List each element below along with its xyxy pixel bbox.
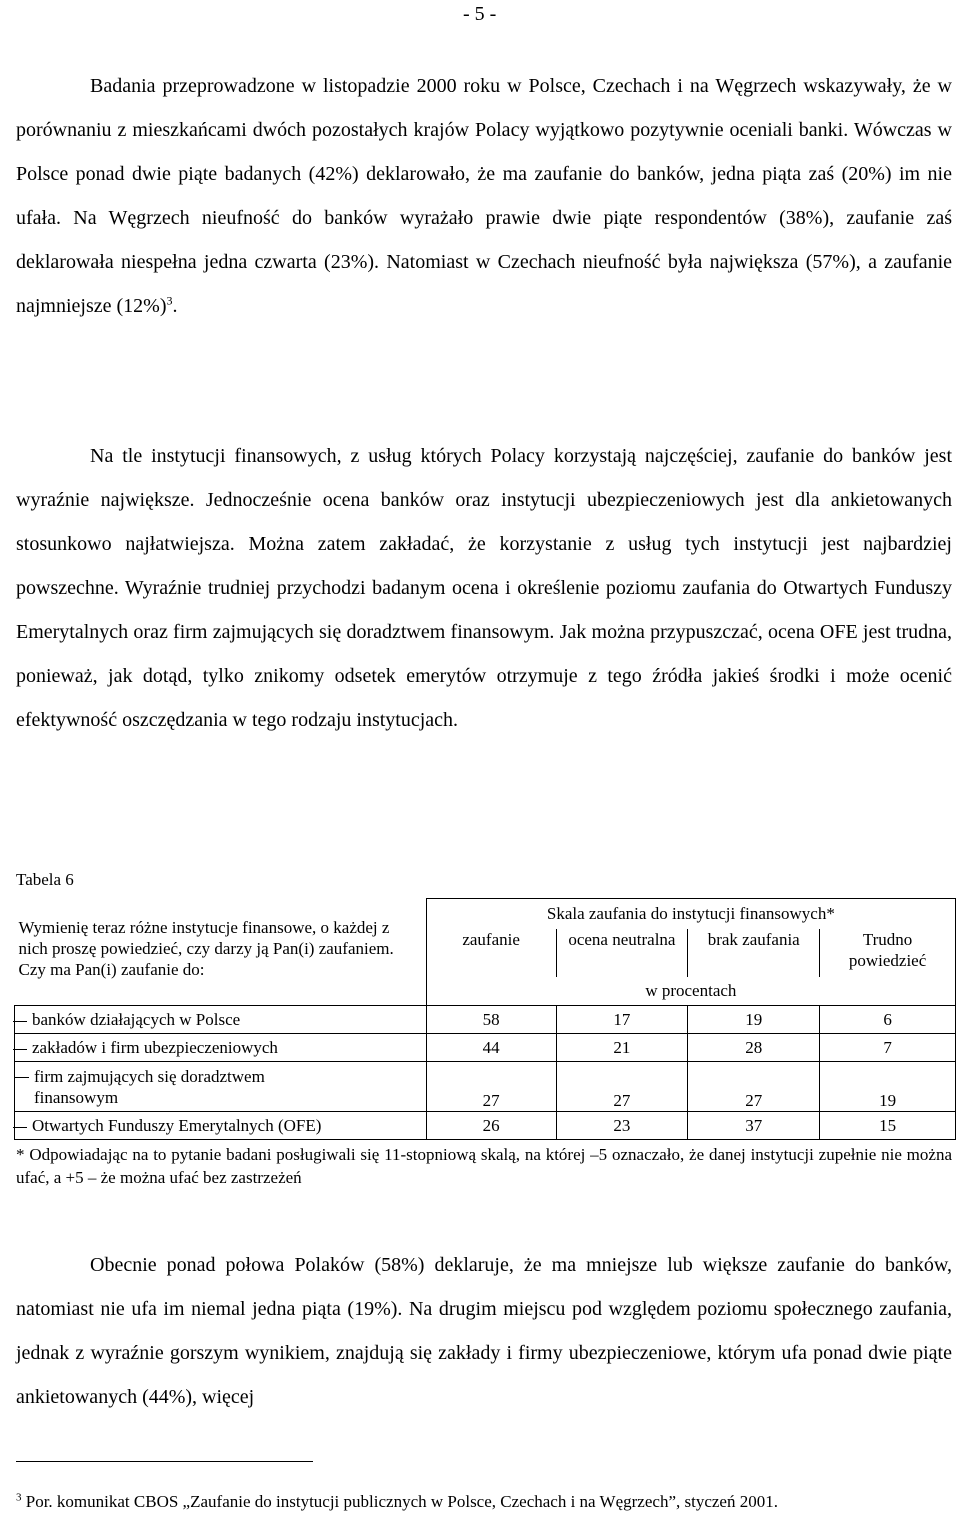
table-row [15,1062,956,1112]
unit-label: w procentach [426,977,955,1006]
paragraph-intro: Badania przeprowadzone w listopadzie 2000 roku w Polsce, Czechach i na Węgrzech wskazywały, że w porównaniu z mieszkańcami dwóch pozostałych krajów Polacy wyjątkowo pozytywnie oceniali banki. Wówczas w Polsce ponad dwie piąte badanych (42%) deklarowało, że ma zaufanie do banków, jedna piąta zaś (20%) im nie ufała. Na Węgrzech nieufność do banków wyrażało prawie dwie piąte respondentów (38%), zaufanie zaś deklarowała niespełna jedna czwarta (23%). Natomiast w Czechach nieufność była największa (57%), a zaufanie najmniejsze $(12\%)^3$. [16,75,952,317]
col-header-distrust: brak zaufania [688,929,820,977]
col-header-neutral: ocena neutralna [556,929,688,977]
table-row [15,1112,956,1140]
cell-value: 28 [688,1034,820,1062]
table-caption: Tabela 6 [16,870,74,889]
trust-table [14,898,956,1140]
footnote [16,1490,952,1514]
scale-header: Skala zaufania do instytucji finansowych* [426,899,955,929]
row-label: Otwartych Funduszy Emerytalnych (OFE) [15,1112,427,1140]
row-label: banków działających w Polsce [15,1006,427,1034]
cell-value: 27 [556,1062,688,1112]
cell-value: 37 [688,1112,820,1140]
paragraph-summary: Obecnie ponad połowa Polaków (58%) deklaruje, że ma mniejsze lub większe zaufanie do banków, natomiast nie ufa im niemal jedna piąta (19%). Na drugim miejscu pod względem poziomu społecznego zaufania, jednak z wyraźnie gorszym wynikiem, znajdują się zakłady i firmy ubezpieczeniowe, którym ufa ponad dwie piąte ankietowanych (44%), więcej [16,1254,952,1408]
cell-value: 7 [820,1034,956,1062]
cell-value: 19 [820,1062,956,1112]
row-label: firm zajmujących się doradztwem finansowym [15,1062,427,1112]
cell-value: 27 [688,1062,820,1112]
cell-value: 15 [820,1112,956,1140]
cell-value: 19 [688,1006,820,1034]
footnote-text: Por. komunikat CBOS „Zaufanie do instytucji publicznych w Polsce, Czechach i na Węgrzech”, styczeń 2001. [25,1492,778,1511]
col-header-hard-to-say: Trudno powiedzieć [820,929,956,977]
paragraph-institutions: Na tle instytucji finansowych, z usług których Polacy korzystają najczęściej, zaufanie do banków jest wyraźnie największe. Jednocześnie ocena banków oraz instytucji ubezpieczeniowych jest dla ankietowanych stosunkowo najłatwiejsza. Można zatem zakładać, że korzystanie z usług tych instytucji jest najbardziej powszechne. Wyraźnie trudniej przychodzi badanym ocena i określenie poziomu zaufania do Otwartych Funduszy Emerytalnych oraz firm zajmujących się doradztwem finansowym. Jak można przypuszczać, ocena OFE jest trudna, ponieważ, jak dotąd, tylko znikomy odsetek emerytów otrzymuje z tego źródła jakieś środki i może ocenić efektywność oszczędzania w tego rodzaju instytucjach. [16,445,952,731]
table-row [15,1034,956,1062]
row-label: zakładów i firm ubezpieczeniowych [15,1034,427,1062]
footnote-ref[interactable]: 3 [166,293,173,308]
footnote-number: 3 [16,1491,22,1504]
cell-value: 58 [426,1006,556,1034]
table-note: * Odpowiadając na to pytanie badani posługiwali się 11-stopniową skalą, na której –5 oznaczało, że danej instytucji zupełnie nie można ufać, a +5 – że można ufać bez zastrzeżeń [16,1145,952,1187]
cell-value: 26 [426,1112,556,1140]
cell-value: 44 [426,1034,556,1062]
col-header-trust: zaufanie [426,929,556,977]
footnote-divider [16,1461,313,1462]
cell-value: 23 [556,1112,688,1140]
table-row [15,1006,956,1034]
cell-value: 27 [426,1062,556,1112]
cell-value: 21 [556,1034,688,1062]
table-question: Wymienię teraz różne instytucje finansowe, o każdej z nich proszę powiedzieć, czy darzy ją Pan(i) zaufaniem. Czy ma Pan(i) zaufanie do: [18,917,394,979]
cell-value: 6 [820,1006,956,1034]
cell-value: 17 [556,1006,688,1034]
